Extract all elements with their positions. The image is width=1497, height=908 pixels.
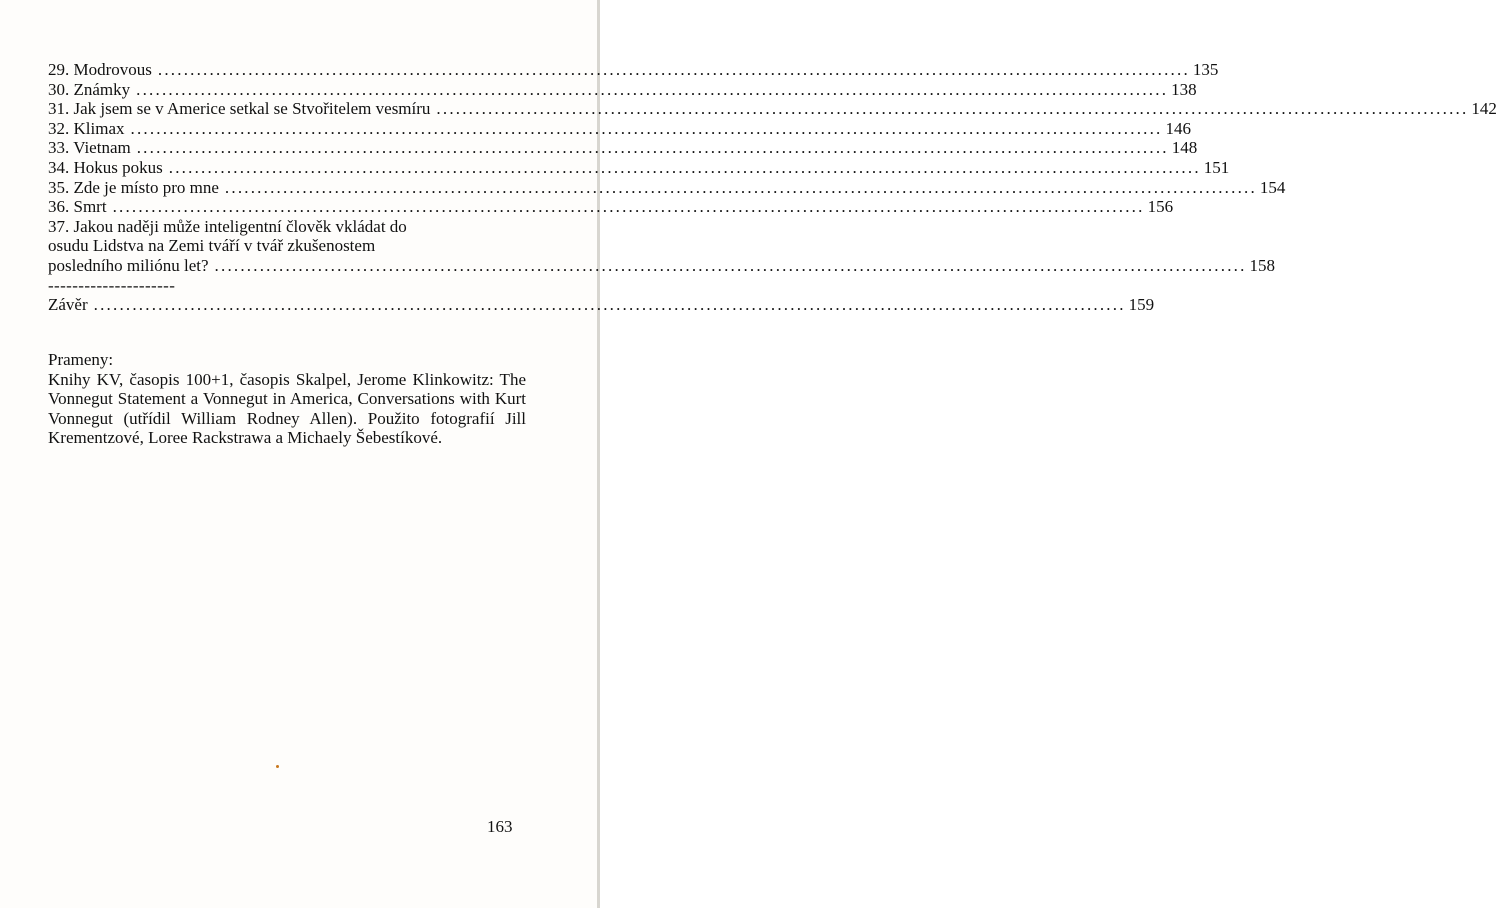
toc-entry-page: 138 bbox=[1171, 79, 1197, 99]
toc-leader-dots: ................................................................................................................................................................ bbox=[436, 99, 1469, 119]
toc-entry-title: 31. Jak jsem se v Americe setkal se Stvořitelem vesmíru bbox=[48, 99, 431, 119]
toc-entry-page: 154 bbox=[1259, 177, 1286, 197]
toc-entry-title: 34. Hokus pokus bbox=[48, 157, 163, 177]
toc-entry-30 bbox=[48, 79, 1197, 100]
toc-entry-37 bbox=[48, 216, 1276, 276]
toc-separator: --------------------- bbox=[48, 275, 176, 295]
ink-speck bbox=[276, 765, 279, 768]
toc-leader-dots: ................................................................................................................................................................ bbox=[112, 197, 1145, 217]
toc-leader-dots: ................................................................................................................................................................ bbox=[224, 177, 1257, 197]
toc-entry-31 bbox=[48, 99, 1497, 119]
toc-entry-34 bbox=[48, 157, 1230, 178]
toc-entry-page: 151 bbox=[1203, 157, 1230, 177]
toc-entry-title: 30. Známky bbox=[48, 79, 131, 99]
toc-entry-title: 35. Zde je místo pro mne bbox=[48, 177, 219, 197]
toc-leader-dots: ................................................................................................................................................................ bbox=[93, 295, 1126, 315]
toc-entry-title: 29. Modrovous bbox=[48, 60, 152, 79]
sources-text: Knihy KV, časopis 100+1, časopis Skalpel, Jerome Klinkowitz: The Vonnegut Statement a Vonnegut in America, Conversations with Kurt Vonnegut (utřídil William Rodney Allen). Použito fotografií Jill Krementzové, Loree Rackstrawa a Michaely Šebestíkové. bbox=[48, 369, 526, 448]
toc-entry-title: Závěr bbox=[48, 295, 88, 315]
toc-entry-29 bbox=[48, 60, 1219, 80]
table-of-contents bbox=[48, 60, 1497, 315]
toc-entry-page: 156 bbox=[1147, 197, 1174, 217]
toc-entry-title-line: posledního miliónu let? bbox=[48, 255, 209, 275]
toc-leader-dots: ................................................................................................................................................................ bbox=[136, 138, 1169, 158]
toc-entry-page: 159 bbox=[1128, 295, 1155, 315]
toc-entry-page: 148 bbox=[1171, 138, 1198, 158]
toc-leader-dots: ................................................................................................................................................................ bbox=[168, 157, 1201, 177]
toc-entry-page: 146 bbox=[1165, 118, 1191, 138]
toc-leader-dots: ................................................................................................................................................................ bbox=[214, 255, 1247, 275]
toc-leader-dots: ................................................................................................................................................................ bbox=[157, 60, 1190, 79]
toc-entry-title-line: 37. Jakou naději může inteligentní člověk vkládat do bbox=[48, 216, 407, 236]
toc-entry-page: 158 bbox=[1249, 255, 1276, 275]
toc-entry-33 bbox=[48, 138, 1198, 158]
toc-leader-dots: ................................................................................................................................................................ bbox=[136, 79, 1169, 99]
toc-entry-title-line: osudu Lidstva na Zemi tváří v tvář zkušenostem bbox=[48, 236, 376, 256]
sources-heading: Prameny: bbox=[48, 350, 114, 369]
toc-entry-35 bbox=[48, 177, 1286, 198]
toc-leader-dots: ................................................................................................................................................................ bbox=[130, 118, 1163, 138]
toc-entry-title: 32. Klimax bbox=[48, 118, 125, 138]
page-number: 163 bbox=[487, 817, 513, 836]
sources-section bbox=[48, 350, 526, 448]
toc-entry-page: 142 bbox=[1471, 99, 1497, 119]
toc-entry-36 bbox=[48, 197, 1174, 217]
toc-entry-32 bbox=[48, 118, 1191, 139]
toc-entry-title: 36. Smrt bbox=[48, 197, 107, 217]
toc-entry-title: 33. Vietnam bbox=[48, 138, 131, 158]
toc-entry-conclusion bbox=[48, 295, 1155, 315]
toc-entry-page: 135 bbox=[1192, 60, 1219, 79]
